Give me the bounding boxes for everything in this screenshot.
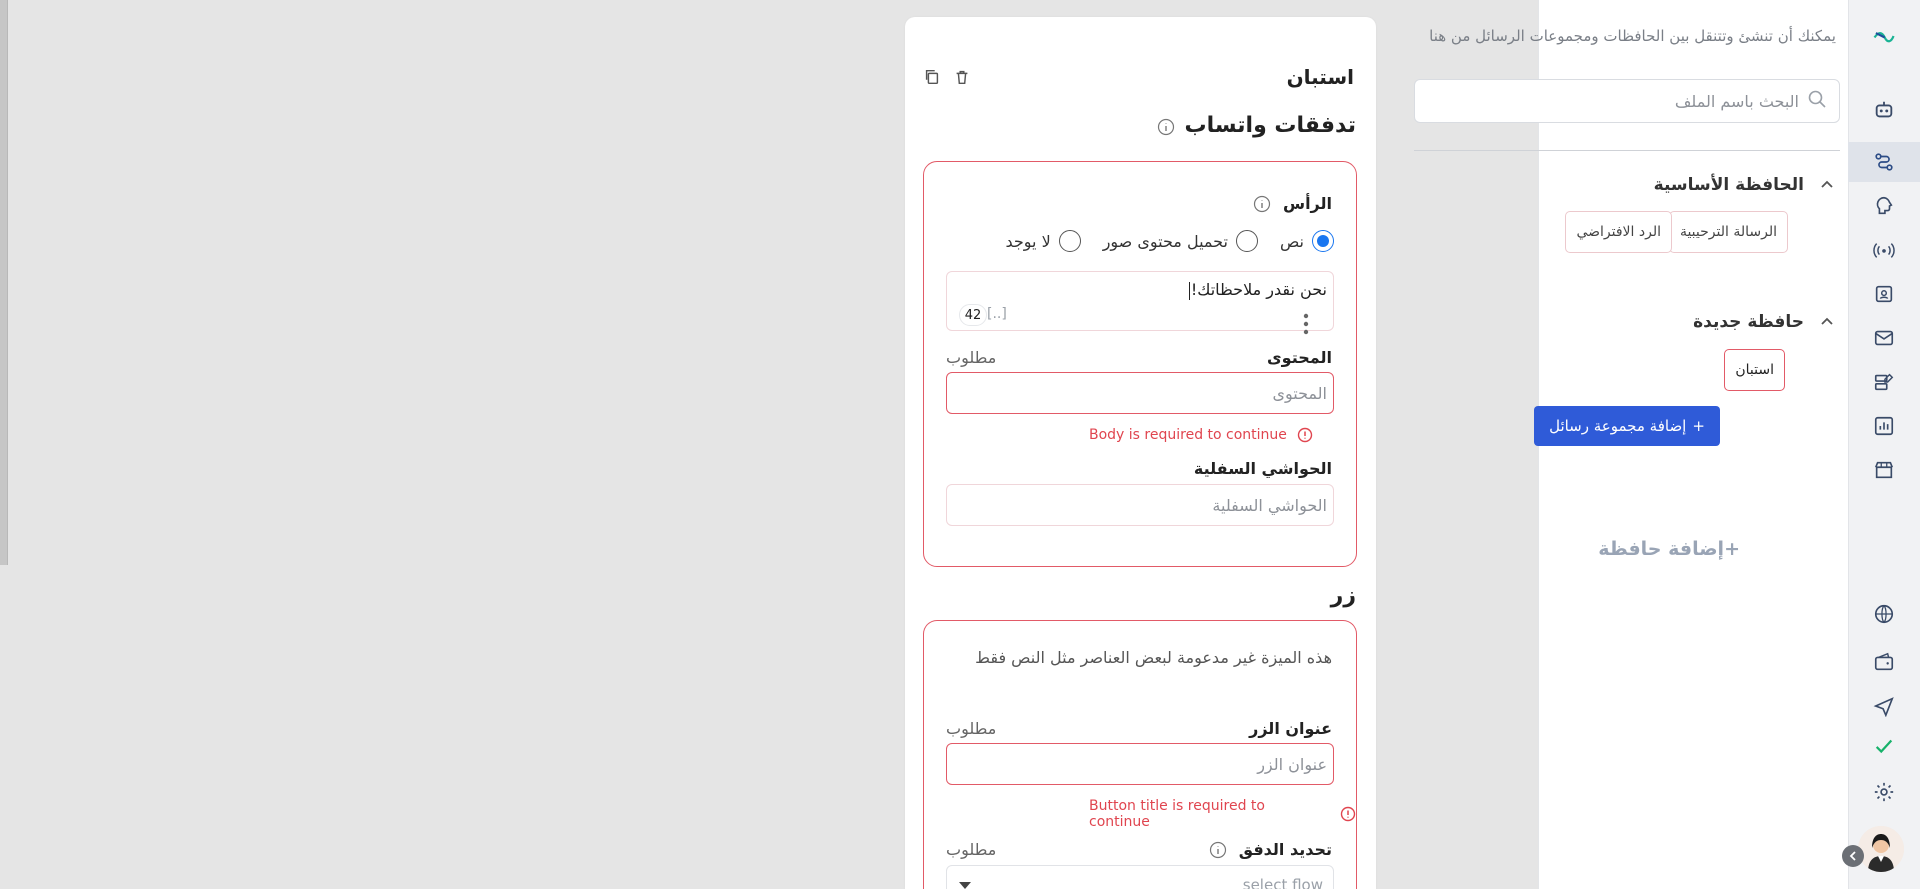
folder-main[interactable]: الحافظة الأساسية <box>1414 173 1840 197</box>
nav-settings[interactable] <box>1848 772 1920 812</box>
nav-publish[interactable] <box>1848 686 1920 726</box>
error-icon <box>1297 427 1313 443</box>
send-icon <box>1873 695 1895 717</box>
info-icon[interactable] <box>1157 117 1175 135</box>
flow-icon <box>1873 151 1895 173</box>
radio-text[interactable]: نص <box>1280 230 1334 252</box>
more-options-icon[interactable] <box>1296 310 1316 338</box>
chevron-down-icon <box>959 882 971 889</box>
button-title-error: Button title is required to continue <box>1089 798 1356 830</box>
header-text-input[interactable] <box>946 271 1334 331</box>
plus-icon: + <box>1692 417 1705 435</box>
plus-icon: + <box>1724 538 1740 560</box>
nav-broadcast[interactable] <box>1848 230 1920 270</box>
app-logo[interactable] <box>1848 16 1920 56</box>
logo-icon <box>1873 25 1895 47</box>
brain-icon <box>1873 195 1895 217</box>
flow-select-label: تحديد الدفق <box>1209 840 1332 859</box>
error-icon <box>1340 806 1356 822</box>
button-box <box>923 620 1357 889</box>
main-nav-rail <box>1848 0 1920 889</box>
nav-ai[interactable] <box>1848 186 1920 226</box>
footer-label: الحواشي السفلية <box>1193 459 1332 478</box>
char-count-badge: 42 <box>959 304 987 326</box>
folders-sidebar <box>1429 0 1848 889</box>
nav-flows[interactable] <box>1848 142 1920 182</box>
add-folder-link[interactable]: +إضافة حافظة <box>1598 538 1740 560</box>
nav-bot[interactable] <box>1848 90 1920 130</box>
header-type-radios <box>1005 230 1334 252</box>
search-input[interactable] <box>1415 92 1799 111</box>
content-required: مطلوب <box>946 348 997 367</box>
info-icon[interactable] <box>1253 195 1271 213</box>
section-title-button: زر <box>1330 583 1356 608</box>
sidebar-hint: يمكنك أن تنشئ وتتنقل بين الحافظات ومجموعات الرسائل من هنا <box>1429 27 1836 45</box>
radio-image-upload[interactable]: تحميل محتوى صور <box>1103 230 1258 252</box>
search-icon <box>1799 89 1827 113</box>
insert-variable-button[interactable]: [..] <box>987 306 1007 322</box>
collapse-sidebar-button[interactable] <box>1842 845 1864 867</box>
robot-icon <box>1873 99 1895 121</box>
copy-icon[interactable] <box>923 68 941 86</box>
section-title-whatsapp-flows: تدفقات واتساب <box>1157 113 1356 138</box>
nav-templates[interactable] <box>1848 362 1920 402</box>
nav-language[interactable] <box>1848 594 1920 634</box>
message-chip-survey[interactable]: استبان <box>1724 349 1785 391</box>
flow-required: مطلوب <box>946 840 997 859</box>
chevron-up-icon[interactable] <box>1818 176 1836 194</box>
radio-indicator[interactable] <box>1236 230 1258 252</box>
chevron-up-icon[interactable] <box>1818 313 1836 331</box>
nav-analytics[interactable] <box>1848 406 1920 446</box>
gear-icon <box>1873 781 1895 803</box>
store-icon <box>1873 459 1895 481</box>
mail-icon <box>1873 327 1895 349</box>
message-body-box <box>923 161 1357 567</box>
globe-icon <box>1873 603 1895 625</box>
message-editor-panel <box>905 17 1376 889</box>
radio-none[interactable]: لا يوجد <box>1005 230 1080 252</box>
header-text-value: نحن نقدر ملاحظاتك! <box>1190 280 1327 299</box>
contacts-icon <box>1873 283 1895 305</box>
message-chip-default-reply[interactable]: الرد الافتراضي <box>1565 211 1672 253</box>
info-icon[interactable] <box>1209 841 1227 859</box>
add-message-group-button[interactable]: + إضافة مجموعة رسائل <box>1534 406 1720 446</box>
footer-input[interactable]: الحواشي السفلية <box>946 484 1334 526</box>
folder-new[interactable]: حافظة جديدة <box>1414 310 1840 334</box>
content-input[interactable]: المحتوى <box>946 372 1334 414</box>
broadcast-icon <box>1873 239 1895 261</box>
wallet-icon <box>1873 651 1895 673</box>
file-search-box[interactable] <box>1414 79 1840 123</box>
message-chip-welcome[interactable]: الرسالة الترحيبية <box>1669 211 1788 253</box>
button-title-label: عنوان الزر <box>1249 719 1332 738</box>
check-icon <box>1873 735 1895 757</box>
content-error: Body is required to continue <box>1089 427 1313 443</box>
sidebar-divider <box>1414 150 1840 151</box>
radio-selected-indicator[interactable] <box>1312 230 1334 252</box>
chart-icon <box>1873 415 1895 437</box>
nav-wallet[interactable] <box>1848 642 1920 682</box>
nav-contacts[interactable] <box>1848 274 1920 314</box>
left-scroll-edge <box>0 0 8 565</box>
editor-title: استبان <box>1286 65 1354 89</box>
header-label: الرأس <box>1253 194 1332 213</box>
nav-inbox[interactable] <box>1848 318 1920 358</box>
trash-icon[interactable] <box>953 68 971 86</box>
nav-status[interactable] <box>1848 726 1920 766</box>
templates-icon <box>1873 371 1895 393</box>
button-title-input[interactable]: عنوان الزر <box>946 743 1334 785</box>
content-label: المحتوى <box>1267 348 1332 367</box>
button-title-required: مطلوب <box>946 719 997 738</box>
radio-indicator[interactable] <box>1059 230 1081 252</box>
flow-select[interactable]: select flow <box>946 865 1334 889</box>
user-avatar[interactable] <box>1858 826 1904 872</box>
editor-toolbar <box>923 68 971 86</box>
arrow-left-icon <box>1847 850 1859 862</box>
button-support-note: هذه الميزة غير مدعومة لبعض العناصر مثل النص فقط <box>975 648 1332 667</box>
nav-store[interactable] <box>1848 450 1920 490</box>
